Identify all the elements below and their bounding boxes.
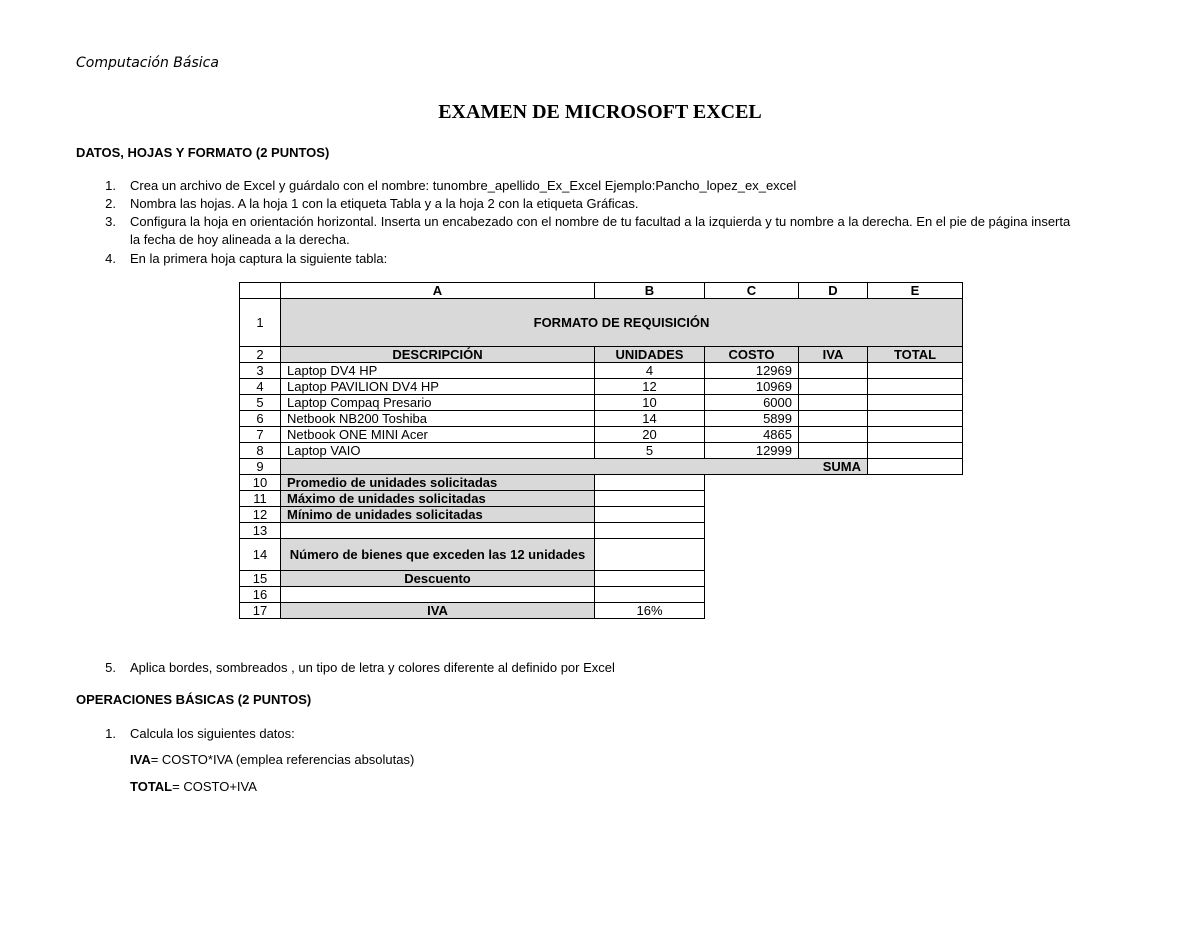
- formula-label: IVA: [130, 752, 151, 767]
- list-text: la fecha de hoy alineada a la derecha.: [130, 232, 350, 247]
- cell-descripcion: Netbook NB200 Toshiba: [281, 411, 595, 427]
- cell-total: [868, 379, 963, 395]
- corner-cell: [240, 283, 281, 299]
- cell-costo: 4865: [705, 427, 799, 443]
- row-number: 1: [240, 299, 281, 347]
- cell-costo: 12999: [705, 443, 799, 459]
- cell-iva: [799, 363, 868, 379]
- row-number: 9: [240, 459, 281, 475]
- row-number: 5: [240, 395, 281, 411]
- empty-cell: [595, 523, 705, 539]
- header-costo: COSTO: [705, 347, 799, 363]
- row-number: 12: [240, 507, 281, 523]
- table-row: [240, 443, 963, 459]
- cell-iva: [799, 395, 868, 411]
- list-number: 2.: [105, 196, 116, 211]
- cell-costo: 6000: [705, 395, 799, 411]
- cell-unidades: 4: [595, 363, 705, 379]
- bienes-value: [595, 539, 705, 571]
- formula-text: = COSTO*IVA (emplea referencias absolutas): [150, 752, 415, 767]
- formula-label: TOTAL: [130, 779, 173, 794]
- cell-descripcion: Netbook ONE MINI Acer: [281, 427, 595, 443]
- col-header-d: D: [799, 283, 868, 299]
- cell-descripcion: Laptop PAVILION DV4 HP: [281, 379, 595, 395]
- row-number: 2: [240, 347, 281, 363]
- row-number: 17: [240, 603, 281, 619]
- row-number: 11: [240, 491, 281, 507]
- formula-iva: [130, 752, 414, 767]
- descuento-value: [595, 571, 705, 587]
- formula-total: [130, 779, 257, 794]
- row-number: 15: [240, 571, 281, 587]
- requisition-table: [239, 282, 963, 619]
- table-row: [240, 395, 963, 411]
- page-header: Computación Básica: [76, 55, 219, 71]
- row-number: 6: [240, 411, 281, 427]
- cell-descripcion: Laptop DV4 HP: [281, 363, 595, 379]
- cell-costo: 5899: [705, 411, 799, 427]
- header-total: TOTAL: [868, 347, 963, 363]
- row-number: 4: [240, 379, 281, 395]
- row-number: 16: [240, 587, 281, 603]
- table-row: [240, 411, 963, 427]
- section-heading-operaciones: OPERACIONES BÁSICAS (2 PUNTOS): [76, 692, 312, 707]
- cell-iva: [799, 379, 868, 395]
- row-number: 10: [240, 475, 281, 491]
- section-heading-datos: DATOS, HOJAS Y FORMATO (2 PUNTOS): [76, 145, 330, 160]
- cell-total: [868, 363, 963, 379]
- cell-unidades: 5: [595, 443, 705, 459]
- cell-descripcion: Laptop Compaq Presario: [281, 395, 595, 411]
- empty-cell: [281, 587, 595, 603]
- cell-descripcion: Laptop VAIO: [281, 443, 595, 459]
- maximo-label: Máximo de unidades solicitadas: [281, 491, 595, 507]
- cell-unidades: 12: [595, 379, 705, 395]
- table-row: [240, 427, 963, 443]
- col-header-a: A: [281, 283, 595, 299]
- cell-total: [868, 395, 963, 411]
- row-number: 7: [240, 427, 281, 443]
- list-number: 4.: [105, 251, 116, 266]
- row-number: 14: [240, 539, 281, 571]
- list-number: 3.: [105, 214, 116, 229]
- cell-costo: 10969: [705, 379, 799, 395]
- cell-total: [868, 427, 963, 443]
- iva-value: 16%: [595, 603, 705, 619]
- header-descripcion: DESCRIPCIÓN: [281, 347, 595, 363]
- document-title: EXAMEN DE MICROSOFT EXCEL: [438, 101, 762, 123]
- bienes-label: Número de bienes que exceden las 12 unidades: [281, 539, 595, 571]
- minimo-value: [595, 507, 705, 523]
- cell-unidades: 20: [595, 427, 705, 443]
- cell-unidades: 14: [595, 411, 705, 427]
- list-number: 1.: [105, 726, 116, 741]
- cell-total: [868, 443, 963, 459]
- cell-iva: [799, 411, 868, 427]
- list-text: Aplica bordes, sombreados , un tipo de letra y colores diferente al definido por Excel: [130, 660, 615, 675]
- col-header-e: E: [868, 283, 963, 299]
- promedio-label: Promedio de unidades solicitadas: [281, 475, 595, 491]
- iva-label: IVA: [281, 603, 595, 619]
- suma-label: SUMA: [281, 459, 868, 475]
- list-text: Crea un archivo de Excel y guárdalo con el nombre: tunombre_apellido_Ex_Excel Ejemplo:Pancho_lopez_ex_excel: [130, 178, 797, 193]
- row-number: 3: [240, 363, 281, 379]
- header-unidades: UNIDADES: [595, 347, 705, 363]
- table-row: [240, 379, 963, 395]
- list-number: 5.: [105, 660, 116, 675]
- promedio-value: [595, 475, 705, 491]
- list-text: Calcula los siguientes datos:: [130, 726, 295, 741]
- cell-total: [868, 411, 963, 427]
- cell-iva: [799, 427, 868, 443]
- table-row: [240, 363, 963, 379]
- list-text: En la primera hoja captura la siguiente tabla:: [130, 251, 388, 266]
- cell-costo: 12969: [705, 363, 799, 379]
- empty-cell: [281, 523, 595, 539]
- list-number: 1.: [105, 178, 116, 193]
- cell-iva: [799, 443, 868, 459]
- row-number: 13: [240, 523, 281, 539]
- formula-text: = COSTO+IVA: [172, 779, 257, 794]
- list-text: Nombra las hojas. A la hoja 1 con la etiqueta Tabla y a la hoja 2 con la etiqueta Gráficas.: [130, 196, 639, 211]
- table-banner: FORMATO DE REQUISICIÓN: [281, 299, 963, 347]
- maximo-value: [595, 491, 705, 507]
- minimo-label: Mínimo de unidades solicitadas: [281, 507, 595, 523]
- header-iva: IVA: [799, 347, 868, 363]
- list-text: Configura la hoja en orientación horizontal. Inserta un encabezado con el nombre de tu facultad a la izquierda y tu nombre a la derecha. En el pie de página inserta: [130, 214, 1071, 229]
- empty-cell: [595, 587, 705, 603]
- col-header-c: C: [705, 283, 799, 299]
- descuento-label: Descuento: [281, 571, 595, 587]
- col-header-b: B: [595, 283, 705, 299]
- row-number: 8: [240, 443, 281, 459]
- cell-unidades: 10: [595, 395, 705, 411]
- suma-total-cell: [868, 459, 963, 475]
